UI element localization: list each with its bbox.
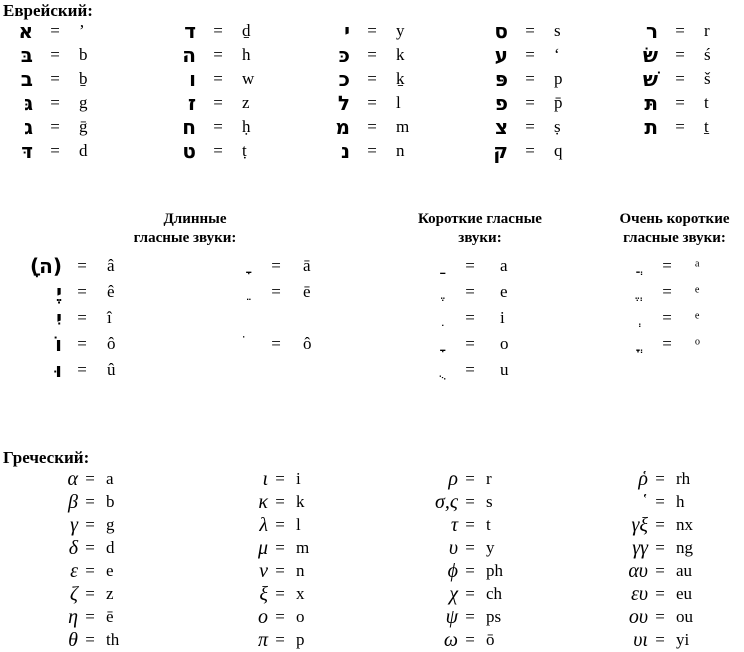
hebrew-letter: שׁ: [642, 67, 658, 91]
transliteration: ᵒ: [695, 334, 700, 353]
transliteration: w: [242, 69, 255, 88]
equals-sign: =: [465, 538, 475, 557]
transliteration: a: [106, 469, 114, 488]
very-short-vowels-title-line2: гласные звуки:: [623, 230, 726, 246]
transliteration: r: [486, 469, 492, 488]
equals-sign: =: [655, 561, 665, 580]
greek-letter: β: [68, 491, 78, 513]
equals-sign: =: [367, 69, 377, 88]
transliteration: ē: [106, 607, 114, 626]
equals-sign: =: [655, 492, 665, 511]
long-vowels-title: [110, 210, 260, 248]
transliteration: th: [106, 630, 120, 649]
greek-letter: χ: [449, 583, 458, 605]
transliteration: ᵉ: [695, 282, 700, 301]
equals-sign: =: [50, 45, 60, 64]
transliteration: p: [296, 630, 305, 649]
hebrew-letter: ס: [494, 19, 508, 43]
greek-letter: θ: [68, 629, 78, 651]
transliteration: t: [704, 93, 709, 112]
hebrew-letter: ת: [644, 115, 658, 139]
transliteration: ā: [303, 256, 311, 275]
transliteration: ch: [486, 584, 503, 603]
equals-sign: =: [655, 538, 665, 557]
short-vowels-title: [400, 210, 560, 248]
transliteration: ḇ: [79, 69, 88, 88]
greek-letter: ω: [443, 629, 458, 651]
transliteration: l: [296, 515, 301, 534]
equals-sign: =: [465, 492, 475, 511]
equals-sign: =: [85, 469, 95, 488]
hebrew-letter: ב: [20, 67, 33, 91]
vowel-mark: [422, 332, 452, 356]
vowel-mark: [422, 306, 452, 330]
greek-title: Греческий:: [3, 448, 90, 467]
transliteration: l: [396, 93, 401, 112]
equals-sign: =: [465, 282, 475, 301]
transliteration: rh: [676, 469, 691, 488]
equals-sign: =: [655, 515, 665, 534]
greek-letter: ϕ: [447, 560, 458, 582]
equals-sign: =: [525, 93, 535, 112]
transliteration: k: [396, 45, 405, 64]
transliteration: e: [500, 282, 508, 301]
equals-sign: =: [465, 469, 475, 488]
transliteration: š: [704, 69, 711, 88]
hebrew-letter: ה: [182, 43, 196, 67]
equals-sign: =: [367, 93, 377, 112]
hebrew-letter: כּ: [338, 43, 350, 67]
transliteration: m: [296, 538, 310, 557]
short-vowels-title-line1: Короткие гласные: [418, 211, 542, 227]
equals-sign: =: [85, 630, 95, 649]
transliteration: ḏ: [242, 21, 251, 40]
greek-letter: η: [68, 606, 78, 628]
transliteration: d: [106, 538, 115, 557]
hebrew-letter: גּ: [24, 91, 33, 115]
equals-sign: =: [85, 538, 95, 557]
hebrew-letter: ג: [24, 115, 33, 139]
equals-sign: =: [50, 69, 60, 88]
equals-sign: =: [465, 308, 475, 327]
greek-letter: σ,ς: [435, 491, 458, 513]
transliteration: x: [296, 584, 305, 603]
hebrew-letter: ד: [184, 19, 196, 43]
vowel-mark: [228, 280, 258, 304]
hebrew-letter: ט: [182, 139, 196, 163]
equals-sign: =: [662, 308, 672, 327]
equals-sign: =: [465, 256, 475, 275]
equals-sign: =: [655, 584, 665, 603]
hebrew-letter: ר: [645, 19, 658, 43]
equals-sign: =: [662, 282, 672, 301]
greek-letter: τ: [450, 514, 458, 536]
greek-letter: ν: [259, 560, 268, 582]
transliteration: î: [107, 308, 112, 327]
transliteration: ng: [676, 538, 693, 557]
equals-sign: =: [275, 630, 285, 649]
hebrew-letter: ז: [187, 91, 196, 115]
hebrew-letter: ק: [493, 139, 508, 163]
equals-sign: =: [77, 256, 87, 275]
transliteration: k: [296, 492, 305, 511]
vowel-mark: [228, 254, 258, 278]
transliteration: ô: [303, 334, 312, 353]
equals-sign: =: [50, 93, 60, 112]
equals-sign: =: [213, 117, 223, 136]
equals-sign: =: [465, 334, 475, 353]
transliteration: û: [107, 360, 116, 379]
transliteration: eu: [676, 584, 693, 603]
equals-sign: =: [525, 69, 535, 88]
equals-sign: =: [50, 141, 60, 160]
greek-letter: ῾: [641, 491, 648, 513]
hebrew-letter: כ: [338, 67, 350, 91]
greek-letter: ρ: [448, 468, 458, 490]
transliteration: ṭ: [242, 141, 247, 160]
equals-sign: =: [85, 561, 95, 580]
hebrew-letter: מ: [335, 115, 350, 139]
transliteration: ’: [79, 21, 85, 40]
equals-sign: =: [85, 584, 95, 603]
vowel-mark: יִ: [56, 306, 62, 330]
transliteration: h: [676, 492, 685, 511]
equals-sign: =: [213, 69, 223, 88]
equals-sign: =: [655, 630, 665, 649]
equals-sign: =: [465, 561, 475, 580]
equals-sign: =: [465, 360, 475, 379]
transliteration: ph: [486, 561, 503, 580]
transliteration: b: [79, 45, 88, 64]
hebrew-letter: ו: [189, 67, 196, 91]
equals-sign: =: [85, 492, 95, 511]
equals-sign: =: [367, 141, 377, 160]
equals-sign: =: [275, 538, 285, 557]
greek-letter: ξ: [259, 583, 268, 605]
greek-letter: ψ: [445, 606, 458, 628]
equals-sign: =: [271, 282, 281, 301]
equals-sign: =: [271, 334, 281, 353]
transliteration: u: [500, 360, 509, 379]
greek-letter: ο: [258, 606, 268, 628]
equals-sign: =: [85, 607, 95, 626]
transliteration: z: [242, 93, 250, 112]
equals-sign: =: [655, 607, 665, 626]
equals-sign: =: [77, 308, 87, 327]
vowel-mark: [422, 254, 452, 278]
hebrew-letter: נ: [340, 139, 350, 163]
transliteration: ᵃ: [695, 256, 700, 275]
long-vowels-title-line1: Длинные: [163, 211, 227, 227]
equals-sign: =: [675, 93, 685, 112]
equals-sign: =: [465, 584, 475, 603]
transliteration: nx: [676, 515, 693, 534]
transliteration: t: [486, 515, 491, 534]
transliteration: yi: [676, 630, 690, 649]
vowel-mark: [619, 280, 649, 304]
greek-letter: μ: [257, 537, 268, 559]
equals-sign: =: [213, 93, 223, 112]
transliteration: i: [296, 469, 301, 488]
equals-sign: =: [213, 141, 223, 160]
equals-sign: =: [465, 607, 475, 626]
hebrew-letter: פ: [494, 91, 508, 115]
greek-letter: ε: [70, 560, 78, 582]
equals-sign: =: [525, 117, 535, 136]
transliteration: ś: [704, 45, 711, 64]
short-vowels-title-line2: звуки:: [458, 230, 502, 246]
vowel-mark: [422, 280, 452, 304]
transliteration: q: [554, 141, 563, 160]
transliteration: ṣ: [554, 117, 561, 136]
hebrew-letter: בּ: [20, 43, 33, 67]
equals-sign: =: [271, 256, 281, 275]
transliteration: ᵉ: [695, 308, 700, 327]
transliteration: d: [79, 141, 88, 160]
hebrew-letter: ל: [337, 91, 350, 115]
greek-letter: υ: [448, 537, 458, 559]
greek-letter: κ: [258, 491, 268, 513]
greek-letter: ῥ: [638, 468, 648, 490]
greek-letter: λ: [259, 514, 268, 536]
very-short-vowels-title-line1: Очень короткие: [619, 211, 730, 227]
transliteration: au: [676, 561, 693, 580]
equals-sign: =: [77, 282, 87, 301]
equals-sign: =: [275, 607, 285, 626]
transliteration: ḡ: [79, 117, 88, 136]
transliteration: p̄: [554, 93, 563, 112]
transliteration: o: [296, 607, 305, 626]
transliteration: ê: [107, 282, 115, 301]
transliteration: a: [500, 256, 508, 275]
greek-letter: ευ: [630, 583, 648, 605]
transliteration: ḥ: [242, 117, 251, 136]
transliteration: p: [554, 69, 563, 88]
equals-sign: =: [213, 21, 223, 40]
transliteration: o: [500, 334, 509, 353]
transliteration: m: [396, 117, 410, 136]
hebrew-letter: תּ: [644, 91, 658, 115]
equals-sign: =: [655, 469, 665, 488]
vowel-mark: וֹ: [55, 332, 62, 356]
equals-sign: =: [50, 117, 60, 136]
hebrew-letter: ח: [182, 115, 196, 139]
equals-sign: =: [675, 117, 685, 136]
equals-sign: =: [85, 515, 95, 534]
equals-sign: =: [465, 515, 475, 534]
equals-sign: =: [525, 45, 535, 64]
transliteration: y: [396, 21, 405, 40]
equals-sign: =: [675, 45, 685, 64]
transliteration: z: [106, 584, 114, 603]
equals-sign: =: [525, 141, 535, 160]
hebrew-title: Еврейский:: [3, 1, 93, 20]
equals-sign: =: [275, 492, 285, 511]
vowel-mark: [228, 332, 258, 356]
greek-letter: ζ: [69, 583, 78, 605]
hebrew-letter: דּ: [21, 139, 33, 163]
vowel-mark: וּ: [55, 358, 62, 382]
vowel-mark: (ה)ָ: [29, 254, 62, 278]
transliteration: ps: [486, 607, 502, 626]
greek-letter: αυ: [628, 560, 648, 582]
vowel-mark: יֶ: [56, 280, 62, 304]
equals-sign: =: [675, 69, 685, 88]
greek-letter: γγ: [632, 537, 648, 559]
hebrew-letter: א: [18, 19, 33, 43]
equals-sign: =: [662, 256, 672, 275]
equals-sign: =: [662, 334, 672, 353]
transliteration: ‘: [554, 45, 560, 64]
equals-sign: =: [367, 21, 377, 40]
hebrew-letter: שׂ: [642, 43, 658, 67]
vowel-mark: [422, 358, 452, 382]
very-short-vowels-title: [605, 210, 744, 248]
transliteration: s: [486, 492, 493, 511]
greek-letter: γ: [70, 514, 78, 536]
transliteration: b: [106, 492, 115, 511]
transliteration: h: [242, 45, 251, 64]
equals-sign: =: [525, 21, 535, 40]
transliteration: y: [486, 538, 495, 557]
greek-letter: γξ: [631, 514, 648, 536]
transliteration: n: [396, 141, 405, 160]
equals-sign: =: [275, 469, 285, 488]
equals-sign: =: [275, 515, 285, 534]
transliteration: ô: [107, 334, 116, 353]
equals-sign: =: [77, 360, 87, 379]
equals-sign: =: [465, 630, 475, 649]
hebrew-letter: פּ: [494, 67, 508, 91]
hebrew-letter: ע: [494, 43, 508, 67]
vowel-mark: [619, 306, 649, 330]
vowel-mark: [619, 254, 649, 278]
vowel-mark: [619, 332, 649, 356]
transliteration: ṯ: [704, 117, 709, 136]
transliteration: g: [79, 93, 88, 112]
hebrew-letter: י: [344, 19, 350, 43]
transliteration: e: [106, 561, 114, 580]
transliteration: ḵ: [396, 69, 405, 88]
transliteration: i: [500, 308, 505, 327]
greek-letter: υι: [633, 629, 648, 651]
greek-letter: α: [67, 468, 78, 490]
transliteration: ē: [303, 282, 311, 301]
greek-letter: δ: [68, 537, 78, 559]
equals-sign: =: [367, 117, 377, 136]
equals-sign: =: [367, 45, 377, 64]
equals-sign: =: [50, 21, 60, 40]
transliteration: g: [106, 515, 115, 534]
transliteration: s: [554, 21, 561, 40]
long-vowels-title-line2: гласные звуки:: [133, 230, 237, 246]
greek-letter: ι: [262, 468, 268, 490]
hebrew-letter: צ: [494, 115, 508, 139]
equals-sign: =: [213, 45, 223, 64]
equals-sign: =: [77, 334, 87, 353]
greek-letter: π: [257, 629, 268, 651]
greek-letter: ου: [628, 606, 648, 628]
equals-sign: =: [275, 584, 285, 603]
transliteration: ou: [676, 607, 693, 626]
transliteration: n: [296, 561, 305, 580]
equals-sign: =: [275, 561, 285, 580]
transliteration: r: [704, 21, 710, 40]
equals-sign: =: [675, 21, 685, 40]
transliteration: ō: [486, 630, 495, 649]
transliteration: â: [107, 256, 115, 275]
